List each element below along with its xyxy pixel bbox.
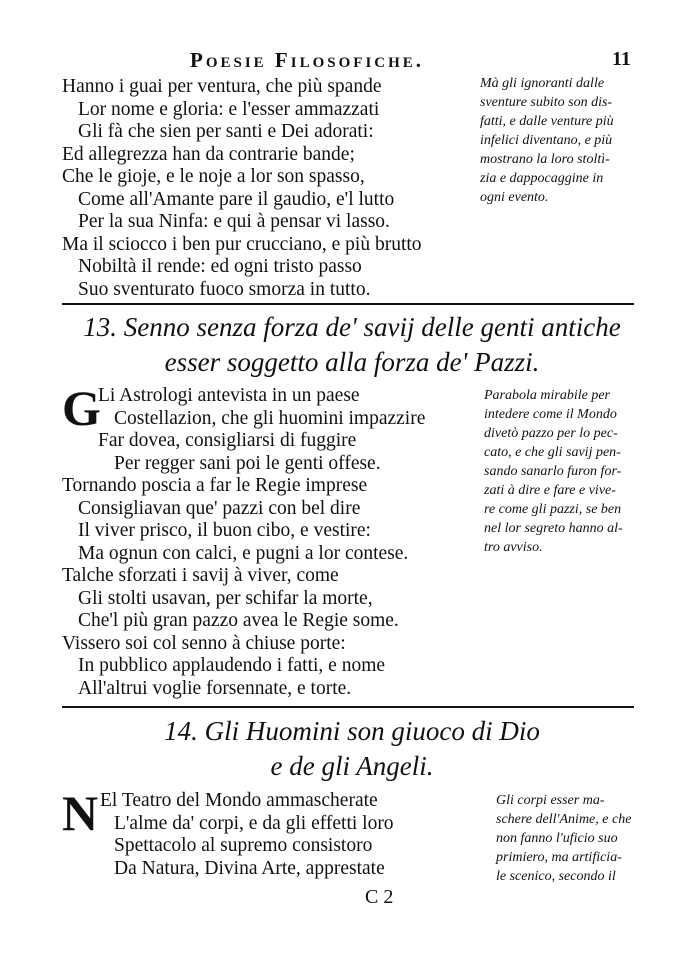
note-line: sando sanarlo furon for-	[484, 464, 622, 479]
verse-line: Il viver prisco, il buon cibo, e vestire:	[78, 520, 371, 541]
verse-line: Costellazion, che gli huomini impazzire	[114, 407, 426, 429]
note-line: zia e dappocaggine in	[480, 171, 604, 186]
verse-line: Talche sforzati i savij à viver, come	[62, 565, 339, 586]
note-line: sventure subito son dis-	[480, 95, 613, 110]
title-line: 13. Senno senza forza de' savij delle genti antiche	[83, 312, 621, 342]
verse-line: Suo sventurato fuoco smorza in tutto.	[78, 278, 371, 300]
running-title: Poesie Filosofiche.	[190, 48, 425, 72]
verse-line: Che le gioje, e le noje a lor son spasso,	[62, 166, 365, 187]
dropcap-row	[62, 785, 482, 841]
verse-line: All'altrui voglie forsennate, e torte.	[78, 677, 352, 699]
verse-line: L'alme da' corpi, e da gli effetti loro	[114, 812, 394, 834]
verse-block-continuation	[62, 76, 482, 301]
note-line: Mà gli ignoranti dalle	[480, 76, 605, 91]
margin-note-continuation	[480, 74, 655, 207]
note-line: intedere come il Mondo	[484, 407, 617, 422]
margin-note-14	[496, 791, 671, 886]
note-line: schere dell'Anime, e che	[496, 812, 632, 827]
note-line: tro avviso.	[484, 540, 543, 555]
verse-line: Ma il sciocco i ben pur crucciano, e più brutto	[62, 233, 422, 255]
verse-line: Ed allegrezza han da contrarie bande;	[62, 143, 355, 165]
note-line: primiero, ma artificia-	[496, 850, 622, 865]
verse-line: Hanno i guai per ventura, che più spande	[62, 76, 382, 97]
verse-line: Li Astrologi antevista in un paese	[98, 385, 360, 406]
verse-line: Far dovea, consigliarsi di fuggire	[98, 430, 357, 451]
note-line: infelici diventano, e più	[480, 133, 613, 148]
section-divider	[62, 706, 634, 708]
note-line: fatti, e dalle venture più	[480, 114, 614, 129]
verse-line: Lor nome e gloria: e l'esser ammazzati	[78, 98, 380, 120]
verse-block-13	[62, 380, 482, 700]
verse-line: Consigliavan que' pazzi con bel dire	[78, 497, 361, 519]
signature-mark: C 2	[365, 886, 394, 908]
title-line: esser soggetto alla forza de' Pazzi.	[164, 347, 540, 377]
verse-line: Per regger sani poi le genti offese.	[114, 452, 381, 474]
drop-cap: G	[62, 380, 101, 436]
verse-line: Gli stolti usavan, per schifar la morte,	[78, 587, 373, 609]
verse-line: Che'l più gran pazzo avea le Regie some.	[78, 610, 399, 631]
note-line: non fanno l'uficio suo	[496, 831, 618, 846]
verse-line: Gli fà che sien per santi e Dei adorati:	[78, 121, 374, 142]
verse-line: Vissero soi col senno à chiuse porte:	[62, 632, 346, 654]
margin-note-13	[484, 386, 659, 557]
dropcap-row	[62, 380, 482, 436]
verse-line: In pubblico applaudendo i fatti, e nome	[78, 655, 386, 676]
note-line: le scenico, secondo il	[496, 869, 616, 884]
section-13-title	[62, 310, 642, 380]
page-number: 11	[612, 48, 631, 70]
note-line: ogni evento.	[480, 190, 549, 205]
title-line: e de gli Angeli.	[270, 751, 434, 781]
note-line: nel lor segreto hanno al-	[484, 521, 623, 536]
verse-line: Nobiltà il rende: ed ogni tristo passo	[78, 256, 362, 277]
note-line: re come gli pazzi, se ben	[484, 502, 622, 517]
note-line: cato, e che gli savij pen-	[484, 445, 621, 460]
drop-cap: N	[62, 785, 99, 841]
note-line: zati à dire e fare e vive-	[484, 483, 616, 498]
section-divider	[62, 303, 634, 305]
verse-line: Come all'Amante pare il gaudio, e'l lutto	[78, 188, 395, 210]
verse-line: Per la sua Ninfa: e qui à pensar vi lasso.	[78, 211, 390, 232]
verse-block-14	[62, 785, 482, 880]
verse-line: Spettacolo al supremo consistoro	[114, 835, 373, 856]
note-line: Gli corpi esser ma-	[496, 793, 605, 808]
verse-line: Ma ognun con calci, e pugni a lor contese.	[78, 542, 409, 564]
verse-line: Tornando poscia a far le Regie imprese	[62, 475, 368, 496]
verse-line: El Teatro del Mondo ammascherate	[100, 790, 378, 811]
note-line: mostrano la loro stoltì-	[480, 152, 610, 167]
section-14-title	[62, 714, 642, 784]
verse-line: Da Natura, Divina Arte, apprestate	[114, 857, 385, 879]
note-line: Parabola mirabile per	[484, 388, 610, 403]
title-line: 14. Gli Huomini son giuoco di Dio	[164, 716, 540, 746]
note-line: divetò pazzo per lo pec-	[484, 426, 618, 441]
